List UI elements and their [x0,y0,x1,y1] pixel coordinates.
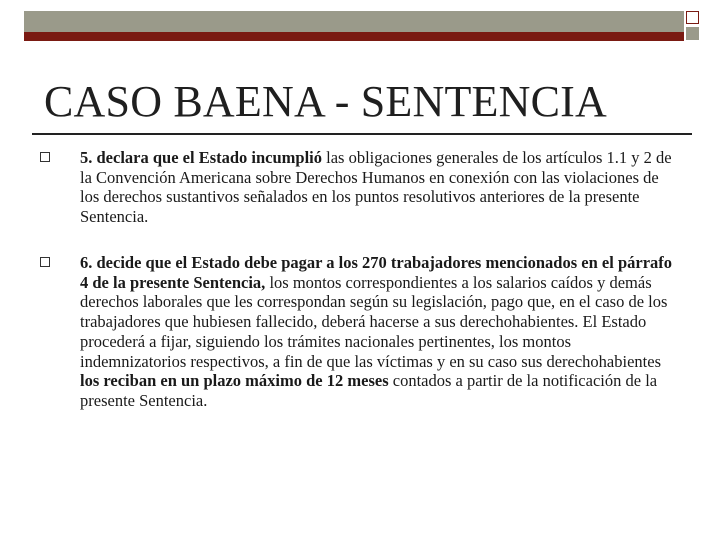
text-bold: los reciban en un plazo máximo de 12 meses [80,371,389,391]
list-item-text [80,148,680,227]
header-decor-bar [24,11,684,41]
slide-title: CASO BAENA - SENTENCIA [44,77,607,126]
text-bold: 6. decide que el Estado debe pagar a los 270 trabajadores mencionados en el párrafo 4 de la presente Sentencia, [80,253,673,292]
corner-square-red [686,11,699,24]
corner-square-gray [686,27,699,40]
title-divider [32,133,692,135]
square-bullet-icon [40,257,50,267]
text-regular: las obligaciones generales de los artículos 1.1 y 2 de la Convención Americana sobre Derechos Humanos en conexión con las violaciones de los derechos sustantivos señalados en los puntos resolutivos anteriores de la presente Sentencia. [80,148,672,227]
square-bullet-icon [40,152,50,162]
text-regular: contados a partir de la notificación de la presente Sentencia. [80,371,658,410]
text-regular: los montos correspondientes a los salarios caídos y demás derechos laborales que les correspondan según su legislación, pago que, en el caso de los trabajadores que hubiesen fallecido, deberá hacerse a sus derechohabientes. El Estado procederá a fijar, siguiendo los trámites nacionales pertinentes, los montos indemnizatorios respectivos, a fin de que las víctimas y en su caso sus derechohabientes [80,272,668,371]
text-bold: 5. declara que el Estado incumplió [80,148,323,167]
list-item-text [80,253,680,411]
